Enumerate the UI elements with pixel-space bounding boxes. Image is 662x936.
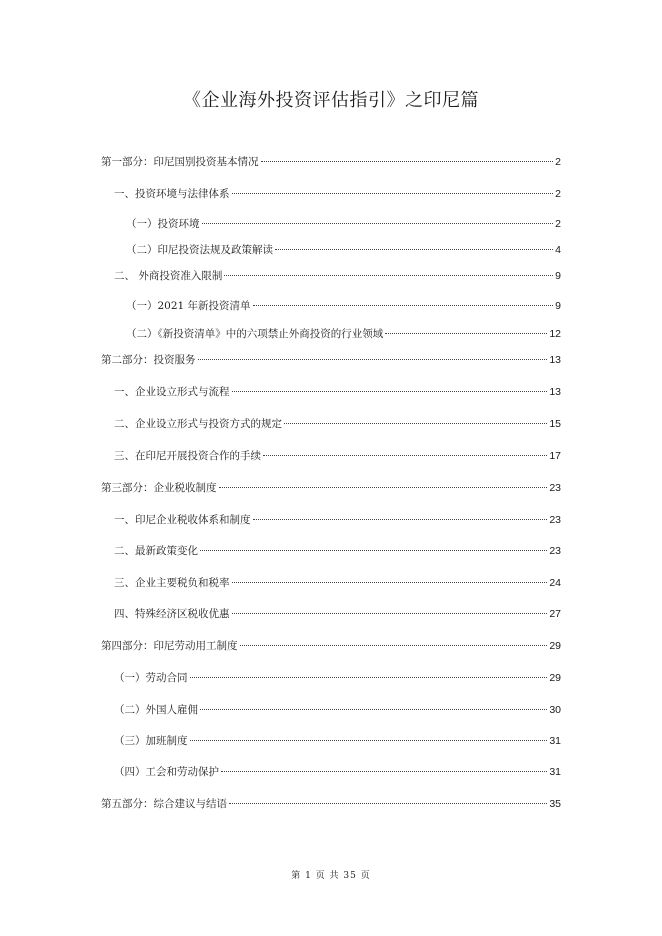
toc-entry[interactable]: [114, 702, 561, 718]
toc-leader-dots: [253, 519, 548, 520]
toc-entry[interactable]: [114, 733, 561, 749]
toc-entry-label: （一）2021 年新投资清单: [126, 300, 251, 312]
toc-entry-label: （一）劳动合同: [114, 672, 188, 684]
toc-entry-label: 三、在印尼开展投资合作的手续: [114, 450, 261, 462]
toc-leader-dots: [198, 359, 548, 360]
toc-entry-page: 35: [549, 798, 561, 810]
toc-entry-page: 23: [549, 545, 561, 557]
toc-entry-label: （四）工会和劳动保护: [114, 766, 219, 778]
toc-entry-page: 2: [555, 188, 561, 200]
toc-entry-page: 13: [549, 386, 561, 398]
toc-entry[interactable]: [114, 543, 561, 559]
toc-entry-page: 23: [549, 482, 561, 494]
toc-leader-dots: [385, 333, 547, 334]
toc-leader-dots: [240, 645, 548, 646]
toc-entry-label: 一、印尼企业税收体系和制度: [114, 514, 251, 526]
toc-entry-page: 2: [555, 218, 561, 230]
toc-entry[interactable]: [114, 575, 561, 591]
toc-entry[interactable]: [114, 670, 561, 686]
toc-leader-dots: [200, 709, 547, 710]
toc-entry[interactable]: [114, 512, 561, 528]
toc-entry[interactable]: [114, 448, 561, 464]
toc-entry-page: 9: [555, 270, 561, 282]
toc-entry[interactable]: [101, 480, 561, 496]
toc-leader-dots: [232, 391, 548, 392]
toc-entry-page: 27: [549, 608, 561, 620]
toc-leader-dots: [202, 223, 554, 224]
toc-entry[interactable]: [114, 384, 561, 400]
toc-entry-page: 2: [555, 156, 561, 168]
toc-entry[interactable]: [126, 216, 561, 232]
toc-entry-label: （一）投资环境: [126, 218, 200, 230]
toc-entry[interactable]: [101, 352, 561, 368]
toc-entry-label: 第五部分：综合建议与结语: [101, 798, 227, 810]
toc-leader-dots: [284, 423, 547, 424]
toc-entry[interactable]: [114, 268, 561, 284]
toc-leader-dots: [221, 771, 547, 772]
toc-leader-dots: [253, 305, 554, 306]
toc-entry-page: 17: [549, 450, 561, 462]
toc-entry-label: （三）加班制度: [114, 735, 188, 747]
toc-entry-label: 三、企业主要税负和税率: [114, 577, 230, 589]
toc-entry[interactable]: [114, 764, 561, 780]
toc-entry-page: 29: [549, 640, 561, 652]
toc-entry[interactable]: [101, 638, 561, 654]
toc-entry-label: （二）外国人雇佣: [114, 704, 198, 716]
toc-leader-dots: [232, 193, 554, 194]
toc-leader-dots: [261, 161, 554, 162]
toc-leader-dots: [219, 487, 548, 488]
toc-entry-label: （二）《新投资清单》中的六项禁止外商投资的行业领域: [126, 328, 384, 340]
toc-entry-page: 31: [549, 735, 561, 747]
toc-entry-page: 30: [549, 704, 561, 716]
toc-entry-label: 第三部分：企业税收制度: [101, 482, 217, 494]
toc-entry-page: 13: [549, 354, 561, 366]
toc-entry-page: 24: [549, 577, 561, 589]
toc-leader-dots: [232, 582, 548, 583]
toc-entry[interactable]: [114, 416, 561, 432]
toc-entry[interactable]: [114, 606, 561, 622]
toc-entry-label: 二、 外商投资准入限制: [114, 270, 223, 282]
toc-entry[interactable]: [126, 242, 561, 258]
toc-entry-label: 第二部分：投资服务: [101, 354, 196, 366]
toc-entry-label: 四、特殊经济区税收优惠: [114, 608, 230, 620]
toc-entry[interactable]: [101, 796, 561, 812]
toc-entry-label: 二、企业设立形式与投资方式的规定: [114, 418, 282, 430]
toc-leader-dots: [232, 613, 548, 614]
toc-leader-dots: [229, 803, 547, 804]
toc-entry-page: 29: [549, 672, 561, 684]
page-footer: 第 1 页 共 35 页: [291, 871, 371, 881]
toc-entry-label: 一、企业设立形式与流程: [114, 386, 230, 398]
toc-entry-page: 23: [549, 514, 561, 526]
toc-leader-dots: [190, 677, 548, 678]
toc-leader-dots: [190, 740, 548, 741]
toc-entry-page: 9: [555, 300, 561, 312]
toc-leader-dots: [263, 455, 547, 456]
toc-entry-label: 第四部分：印尼劳动用工制度: [101, 640, 238, 652]
toc-entry-label: 二、最新政策变化: [114, 545, 198, 557]
toc-entry[interactable]: [126, 298, 561, 314]
toc-entry-label: 一、投资环境与法律体系: [114, 188, 230, 200]
toc-entry-label: 第一部分：印尼国别投资基本情况: [101, 156, 259, 168]
toc-entry-page: 12: [549, 328, 561, 340]
toc-entry-page: 31: [549, 766, 561, 778]
toc-entry-label: （二）印尼投资法规及政策解读: [126, 244, 273, 256]
toc-leader-dots: [200, 550, 547, 551]
toc-leader-dots: [224, 275, 553, 276]
document-title: 《企业海外投资评估指引》之印尼篇: [183, 90, 479, 111]
toc-entry-page: 4: [555, 244, 561, 256]
toc-entry[interactable]: [126, 326, 561, 342]
toc-leader-dots: [275, 249, 553, 250]
toc-entry-page: 15: [549, 418, 561, 430]
toc-entry[interactable]: [114, 186, 561, 202]
toc-entry[interactable]: [101, 154, 561, 170]
